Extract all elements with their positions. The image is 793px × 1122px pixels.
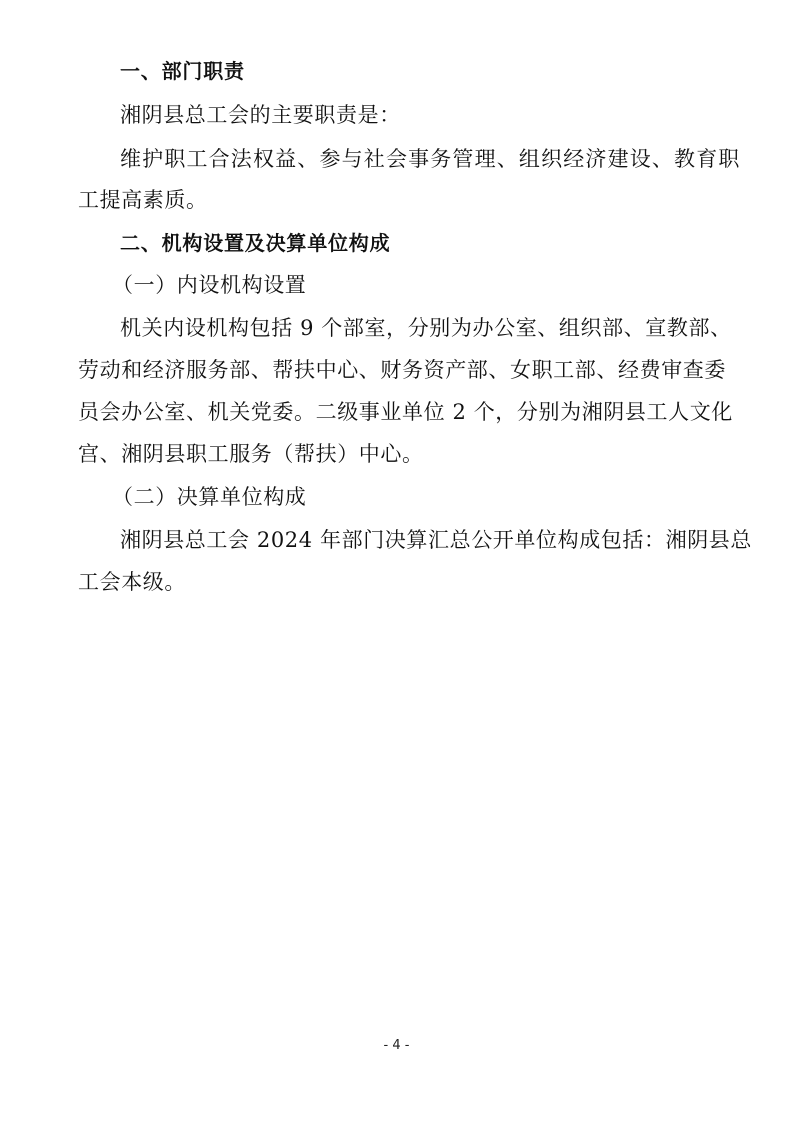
subsection1-paragraph-line-4: 宫、湘阴县职工服务（帮扶）中心。 <box>78 442 424 466</box>
page-number: - 4 - <box>383 1038 410 1053</box>
section1-intro: 湘阴县总工会的主要职责是： <box>120 103 401 127</box>
subsection1-heading: （一）内设机构设置 <box>112 273 307 297</box>
subsection2-heading: （二）决算单位构成 <box>112 485 307 509</box>
subsection2-paragraph-line-2: 工会本级。 <box>78 570 186 594</box>
section1-heading: 一、部门职责 <box>120 59 245 83</box>
section1-duties-line-2: 工提高素质。 <box>78 188 208 212</box>
section1-duties-line-1: 维护职工合法权益、参与社会事务管理、组织经济建设、教育职 <box>120 147 740 171</box>
subsection1-paragraph-line-1: 机关内设机构包括 9 个部室，分别为办公室、组织部、宣教部、 <box>120 316 732 340</box>
subsection1-paragraph-line-2: 劳动和经济服务部、帮扶中心、财务资产部、女职工部、经费审查委 <box>78 358 726 382</box>
section2-heading: 二、机构设置及决算单位构成 <box>120 231 391 255</box>
subsection1-paragraph-line-3: 员会办公室、机关党委。二级事业单位 2 个，分别为湘阴县工人文化 <box>78 400 733 424</box>
subsection2-paragraph-line-1: 湘阴县总工会 2024 年部门决算汇总公开单位构成包括：湘阴县总 <box>120 528 752 552</box>
